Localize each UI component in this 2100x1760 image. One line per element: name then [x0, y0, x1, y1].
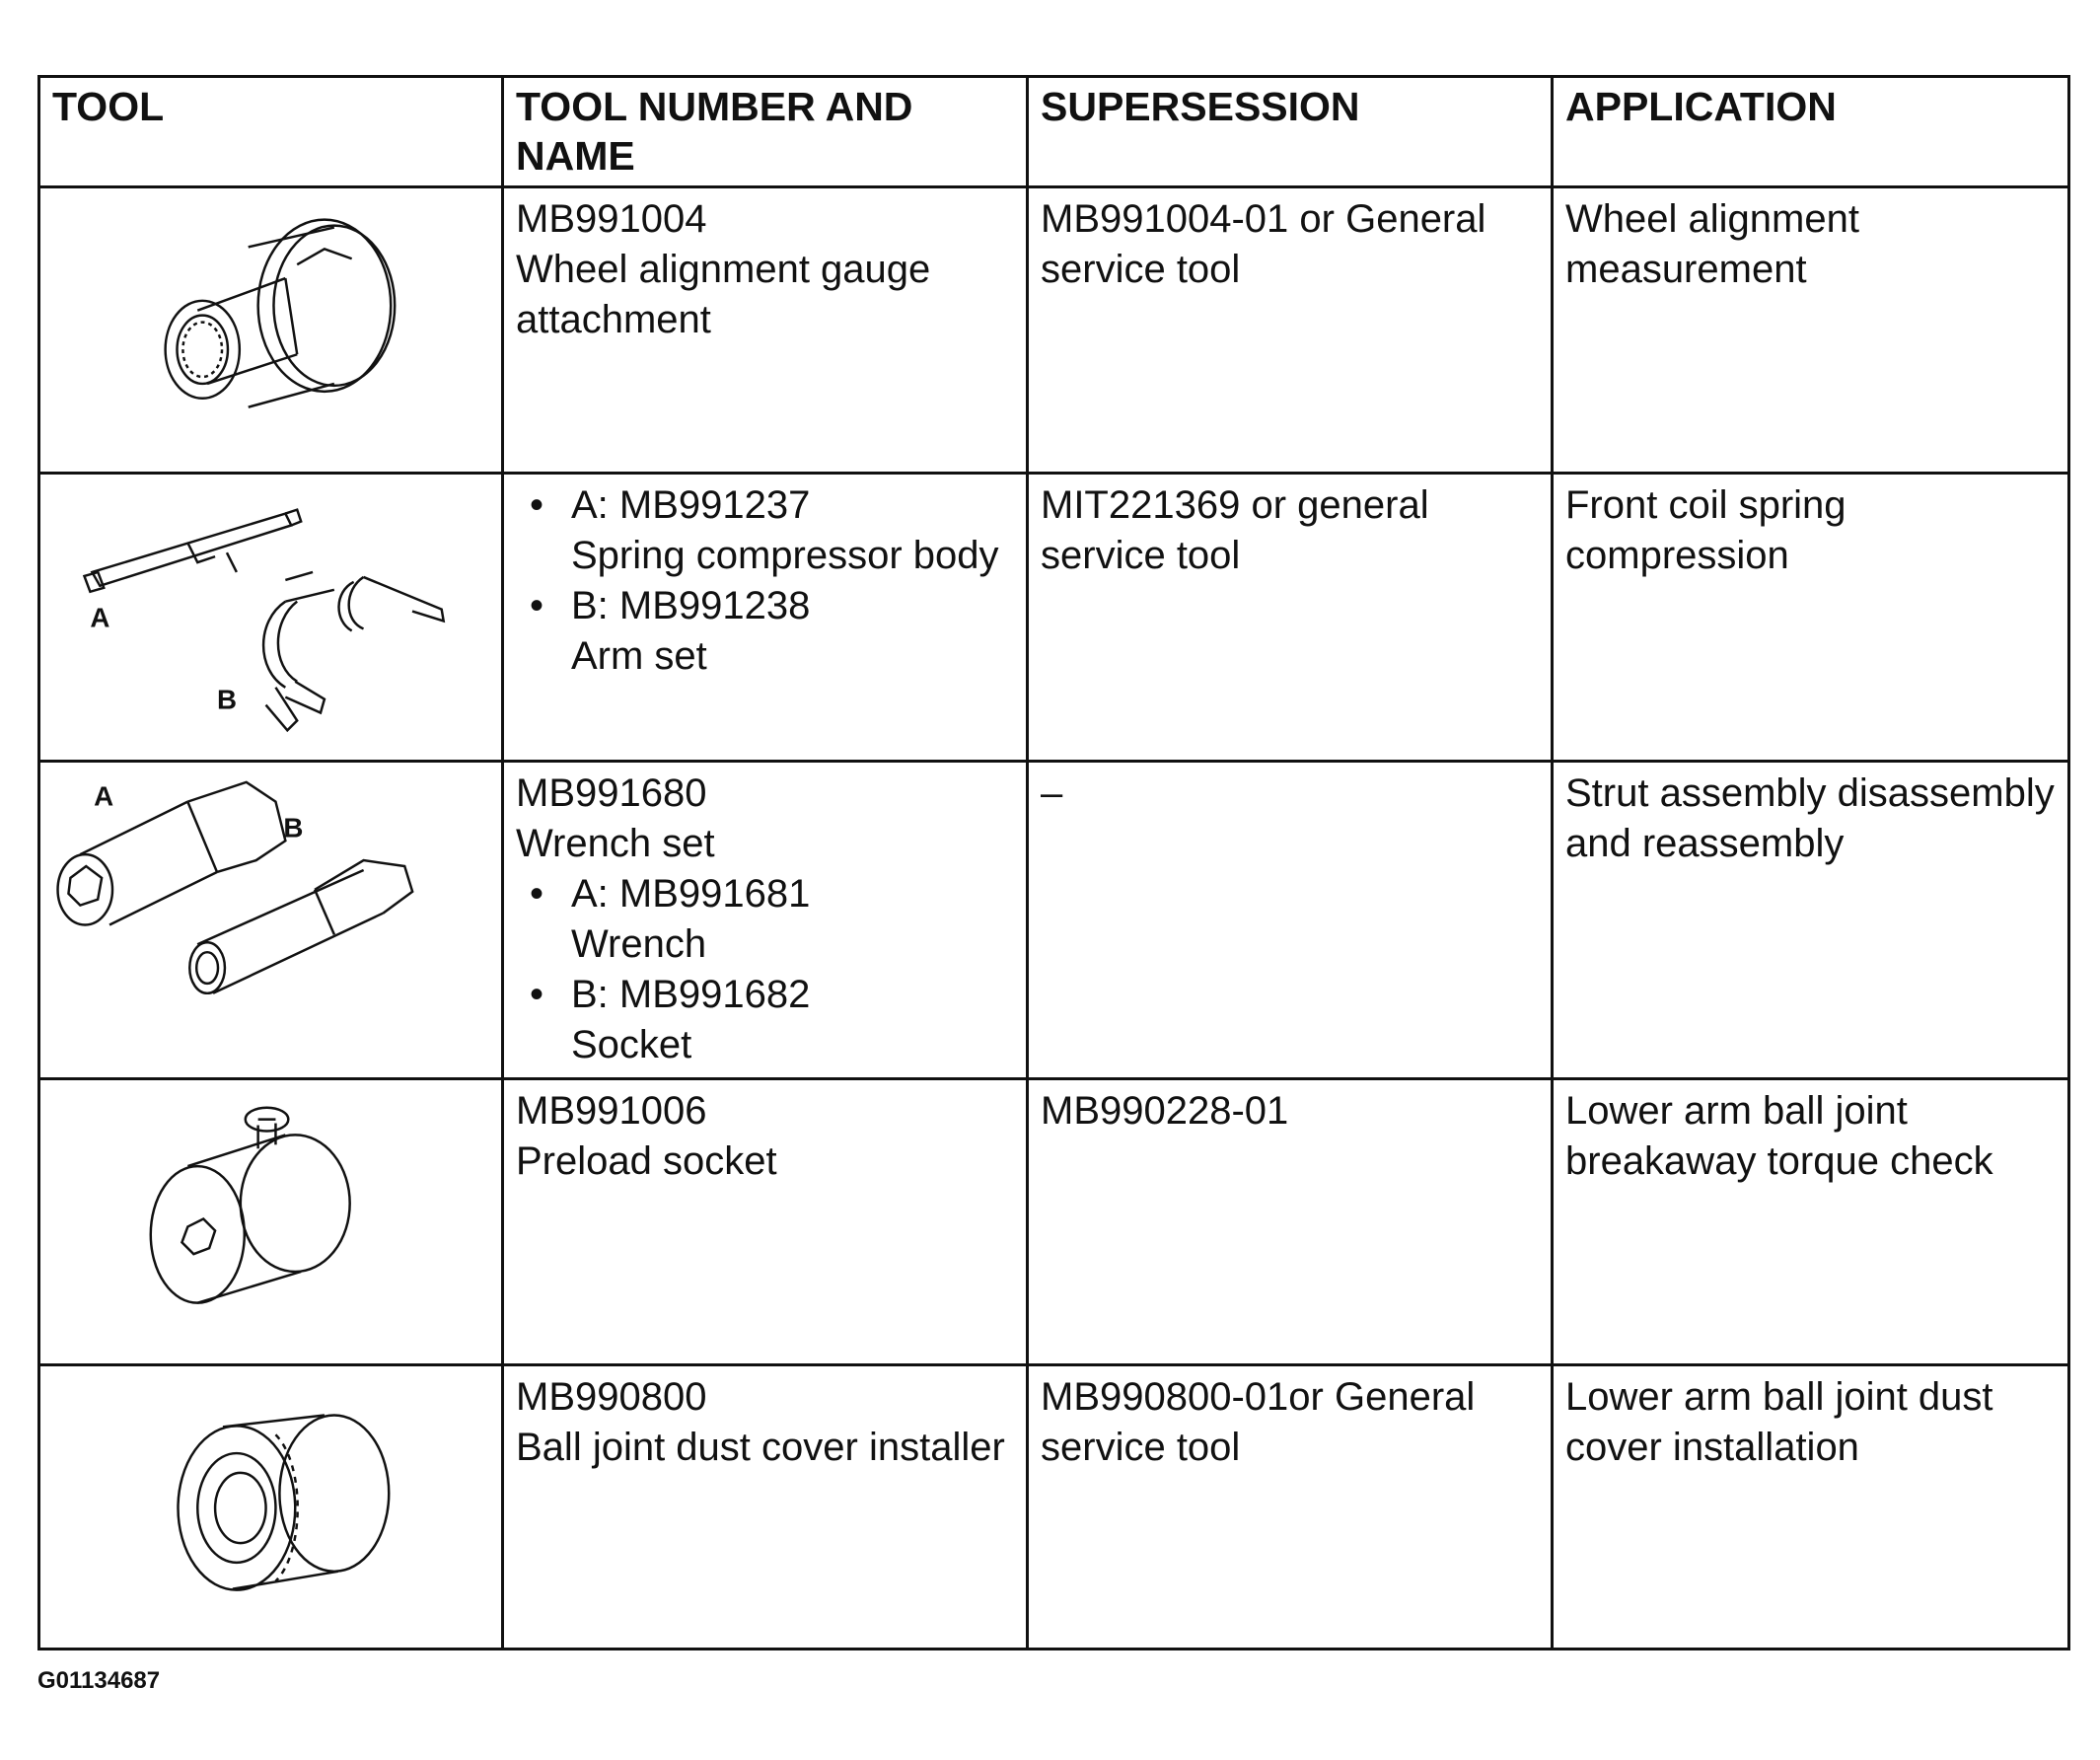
application-cell: Strut assembly disassembly and reassembly [1553, 762, 2069, 1079]
supersession-cell: MB990228-01 [1028, 1079, 1553, 1365]
header-row [39, 77, 2069, 187]
tool-name: Wrench set [516, 822, 715, 865]
component-list [516, 480, 1016, 682]
dust-cover-installer-icon [40, 1366, 501, 1648]
table-row [39, 187, 2069, 474]
supersession-cell: – [1028, 762, 1553, 1079]
tool-number-name-cell [503, 1365, 1028, 1650]
tool-illustration-cell [39, 187, 503, 474]
supersession-cell: MIT221369 or general service tool [1028, 474, 1553, 762]
application-cell: Wheel alignment measurement [1553, 187, 2069, 474]
header-application: APPLICATION [1553, 77, 2069, 187]
application-cell: Front coil spring compression [1553, 474, 2069, 762]
label-a: A [90, 602, 110, 633]
list-item: • B: MB991682 Socket [516, 970, 1016, 1070]
tool-illustration-cell [39, 1365, 503, 1650]
supersession-cell: MB991004-01 or General service tool [1028, 187, 1553, 474]
tool-illustration-cell [39, 762, 503, 1079]
header-tool: TOOL [39, 77, 503, 187]
application-cell: Lower arm ball joint breakaway torque check [1553, 1079, 2069, 1365]
table-row [39, 1079, 2069, 1365]
label-b: B [217, 684, 238, 715]
header-tool-number-and-name: TOOL NUMBER AND NAME [503, 77, 1028, 187]
label-b: B [283, 812, 304, 843]
alignment-gauge-attachment-icon [40, 188, 501, 472]
spring-compressor-icon [40, 475, 501, 760]
component-list [516, 869, 1016, 1070]
wrench-set-icon [40, 763, 501, 1077]
table-row [39, 1365, 2069, 1650]
tool-number-name-cell [503, 474, 1028, 762]
supersession-cell: MB990800-01or General service tool [1028, 1365, 1553, 1650]
header-supersession: SUPERSESSION [1028, 77, 1553, 187]
table-row [39, 762, 2069, 1079]
list-item: • A: MB991681 Wrench [516, 869, 1016, 970]
list-item: • B: MB991238 Arm set [516, 581, 1016, 682]
preload-socket-icon [40, 1080, 501, 1363]
tool-name: Ball joint dust cover installer [516, 1426, 1005, 1469]
tool-number: MB990800 [516, 1375, 707, 1419]
tool-name: Preload socket [516, 1139, 777, 1183]
application-cell: Lower arm ball joint dust cover installation [1553, 1365, 2069, 1650]
tool-number-name-cell [503, 187, 1028, 474]
list-item: • A: MB991237 Spring compressor body [516, 480, 1016, 581]
tool-number-name-cell [503, 1079, 1028, 1365]
figure-id: G01134687 [37, 1667, 161, 1694]
tool-illustration-cell [39, 1079, 503, 1365]
tool-number: MB991006 [516, 1089, 707, 1133]
tool-number: MB991004 [516, 197, 707, 241]
tool-number: MB991680 [516, 771, 707, 815]
tool-illustration-cell [39, 474, 503, 762]
table-row [39, 474, 2069, 762]
tool-name: Wheel alignment gauge attachment [516, 248, 931, 341]
special-tools-table [37, 75, 2070, 1650]
label-a: A [94, 780, 114, 812]
tool-number-name-cell [503, 762, 1028, 1079]
